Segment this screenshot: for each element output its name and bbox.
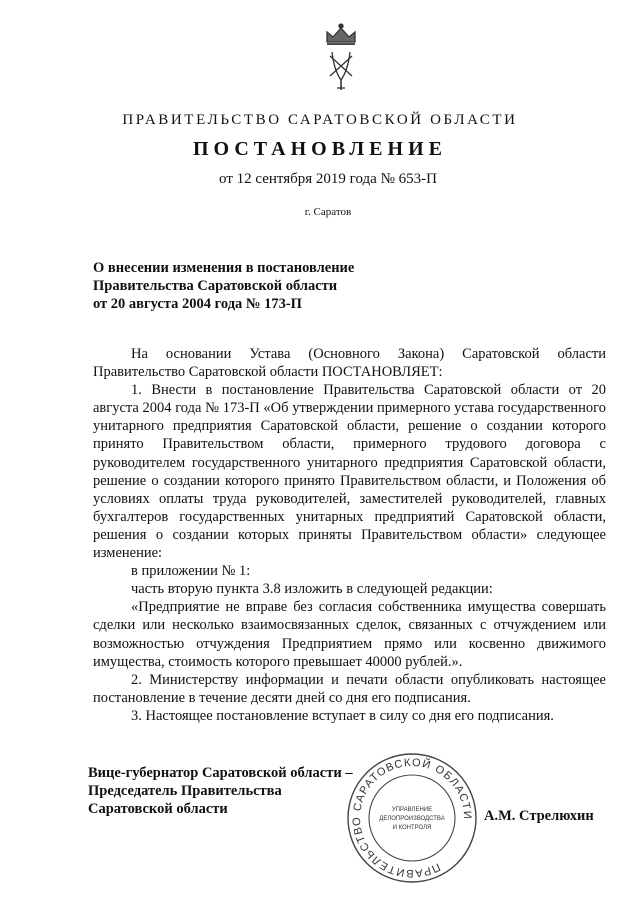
annex-ref: в приложении № 1: [131,563,251,580]
item-3: 3. Настоящее постановление вступает в силу со дня его подписания. [131,707,554,724]
part-ref: часть вторую пункта 3.8 изложить в следующей редакции: [131,581,493,598]
official-stamp [345,751,479,885]
signature-position [88,764,353,818]
position-line: Саратовской области [88,801,228,817]
document-type: ПОСТАНОВЛЕНИЕ [193,138,447,160]
subject-line: от 20 августа 2004 года № 173-П [93,296,302,312]
stamp-center-line: ДЕЛОПРОИЗВОДСТВА [379,816,445,822]
subject-line: Правительства Саратовской области [93,278,338,294]
document-body [93,345,606,725]
stamp-ring-text: ПРАВИТЕЛЬСТВО САРАТОВСКОЙ ОБЛАСТИ [350,756,474,880]
document-subject [93,259,354,313]
stamp-center-line: И КОНТРОЛЯ [392,825,432,831]
subject-line: О внесении изменения в постановление [93,260,355,276]
date-number: от 12 сентября 2019 года № 653-П [219,171,437,187]
preamble: На основании Устава (Основного Закона) Саратовской области Правительство Саратовской области ПОСТАНОВЛЯЕТ: [93,346,606,381]
position-line: Вице-губернатор Саратовской области – [88,765,353,781]
quoted-text: «Предприятие не вправе без согласия собственника имущества совершать сделки или несколько взаимосвязанных сделок, связанных с отчуждением или возможностью отчуждения Предприятием прямо или косвенно движимого имущества, стоимость которого превышает 40000 рублей.». [93,599,606,670]
item-1: 1. Внести в постановление Правительства Саратовской области от 20 августа 2004 года № 173-П «Об утверждении примерного устава государственного унитарного предприятия Саратовской области, решение о создании которого принято Правительством области, примерного трудового договора с руководителем государственного унитарного предприятия Саратовской области, решение о создании которого принято Правительством области, и Положения об условиях оплаты труда руководителей, заместителей руководителей, главных бухгалтеров государственных унитарных предприятий Саратовской области, решения о создании которых приняты Правительством области» следующее изменение: [93,382,606,562]
city: г. Саратов [304,206,352,218]
position-line: Председатель Правительства [88,783,282,799]
item-2: 2. Министерству информации и печати области опубликовать настоящее постановление в течение десяти дней со дня его подписания. [93,671,606,706]
signer-name: А.М. Стрелюхин [484,808,594,824]
stamp-center-line: УПРАВЛЕНИЕ [391,807,433,813]
coat-of-arms-icon [318,22,364,94]
org-name: ПРАВИТЕЛЬСТВО САРАТОВСКОЙ ОБЛАСТИ [122,112,518,128]
